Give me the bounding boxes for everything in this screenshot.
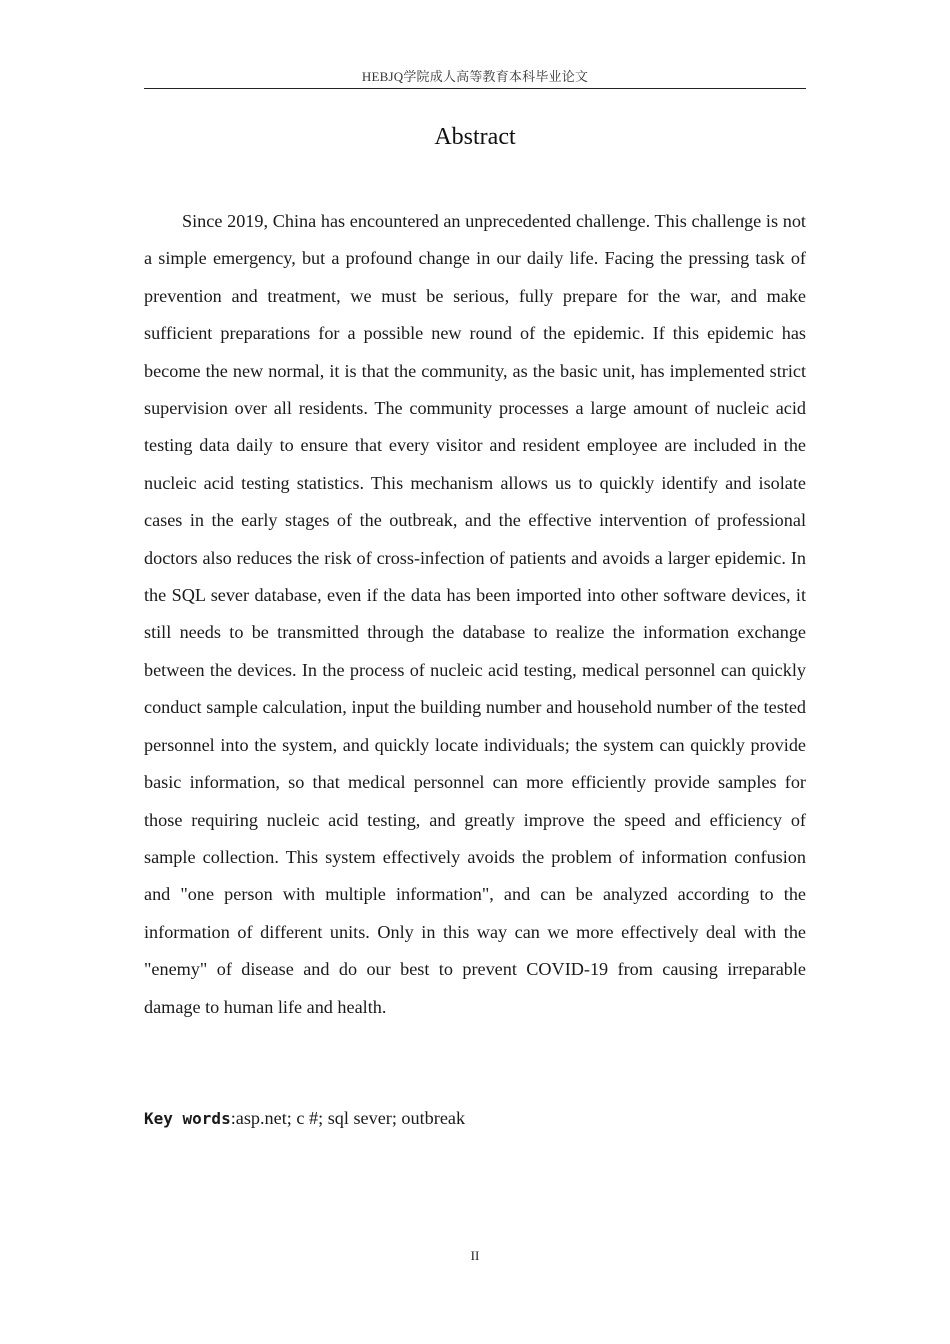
- keywords-label: Key words: [144, 1109, 231, 1128]
- page-number: II: [470, 1248, 480, 1263]
- running-header: HEBJQ学院成人高等教育本科毕业论文: [361, 69, 589, 84]
- page-title: Abstract: [434, 124, 516, 150]
- keywords-separator: :: [230, 1108, 236, 1128]
- abstract-paragraph: Since 2019, China has encountered an unprecedented challenge. This challenge is not a simple emergency, but a profound change in our daily life. Facing the pressing task of prevention and treatment, we must be serious, fully prepare for the war, and make sufficient preparations for a possible new round of the epidemic. If this epidemic has become the new normal, it is that the community, as the basic unit, has implemented strict supervision over all residents. The community processes a large amount of nucleic acid testing data daily to ensure that every visitor and resident employee are included in the nucleic acid testing statistics. This mechanism allows us to quickly identify and isolate cases in the early stages of the outbreak, and the effective intervention of professional doctors also reduces the risk of cross-infection of patients and avoids a larger epidemic. In the SQL sever database, even if the data has been imported into other software devices, it still needs to be transmitted through the database to realize the information exchange between the devices. In the process of nucleic acid testing, medical personnel can quickly conduct sample calculation, input the building number and household number of the tested personnel into the system, and quickly locate individuals; the system can quickly provide basic information, so that medical personnel can more efficiently provide samples for those requiring nucleic acid testing, and greatly improve the speed and efficiency of sample collection. This system effectively avoids the problem of information confusion and "one person with multiple information", and can be analyzed according to the information of different units. Only in this way can we more effectively deal with the "enemy" of disease and do our best to prevent COVID-19 from causing irreparable damage to human life and health.: [144, 211, 806, 1017]
- keywords-line: [144, 1106, 806, 1131]
- keywords-values: asp.net; c #; sql sever; outbreak: [235, 1108, 466, 1128]
- header-rule: [144, 88, 806, 89]
